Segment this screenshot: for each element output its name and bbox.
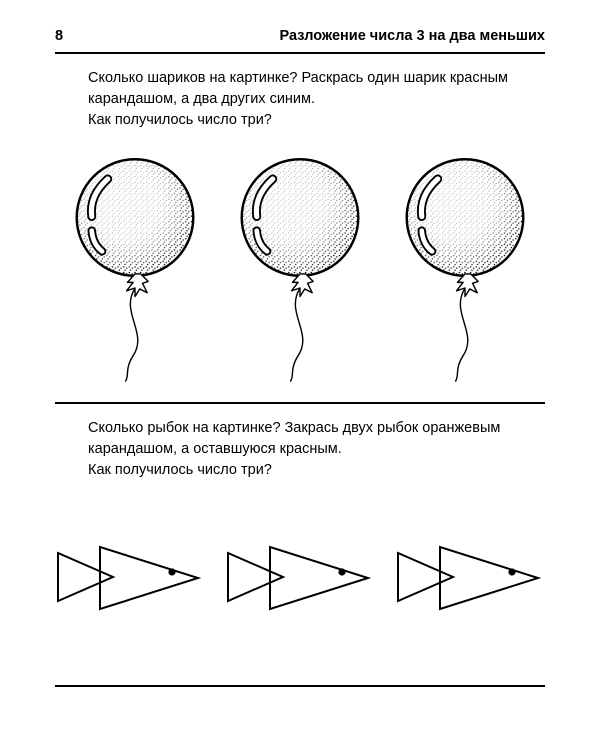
bottom-rule	[55, 685, 545, 687]
page-number: 8	[55, 28, 64, 44]
fish-illustration	[55, 539, 205, 619]
instruction-line: карандашом, а оставшуюся красным.	[88, 441, 342, 457]
instruction-line: Как получилось число три?	[88, 462, 272, 478]
page-title: Разложение числа 3 на два меньших	[279, 28, 545, 44]
page-header	[55, 28, 545, 54]
fish-row	[55, 539, 545, 619]
balloon-illustration	[55, 147, 215, 382]
balloons-row	[55, 147, 545, 384]
instruction-line: Сколько шариков на картинке? Раскрась один шарик красным	[88, 70, 508, 86]
fish-task-instruction	[88, 418, 545, 481]
instruction-line: карандашом, а два других синим.	[88, 91, 316, 107]
balloon-illustration	[220, 147, 380, 382]
fish-illustration	[225, 539, 375, 619]
balloons-task-instruction	[88, 68, 545, 131]
section-divider	[55, 402, 545, 404]
balloon-illustration	[385, 147, 545, 382]
instruction-line: Сколько рыбок на картинке? Закрась двух рыбок оранжевым	[88, 420, 501, 436]
fish-illustration	[395, 539, 545, 619]
instruction-line: Как получилось число три?	[88, 112, 272, 128]
